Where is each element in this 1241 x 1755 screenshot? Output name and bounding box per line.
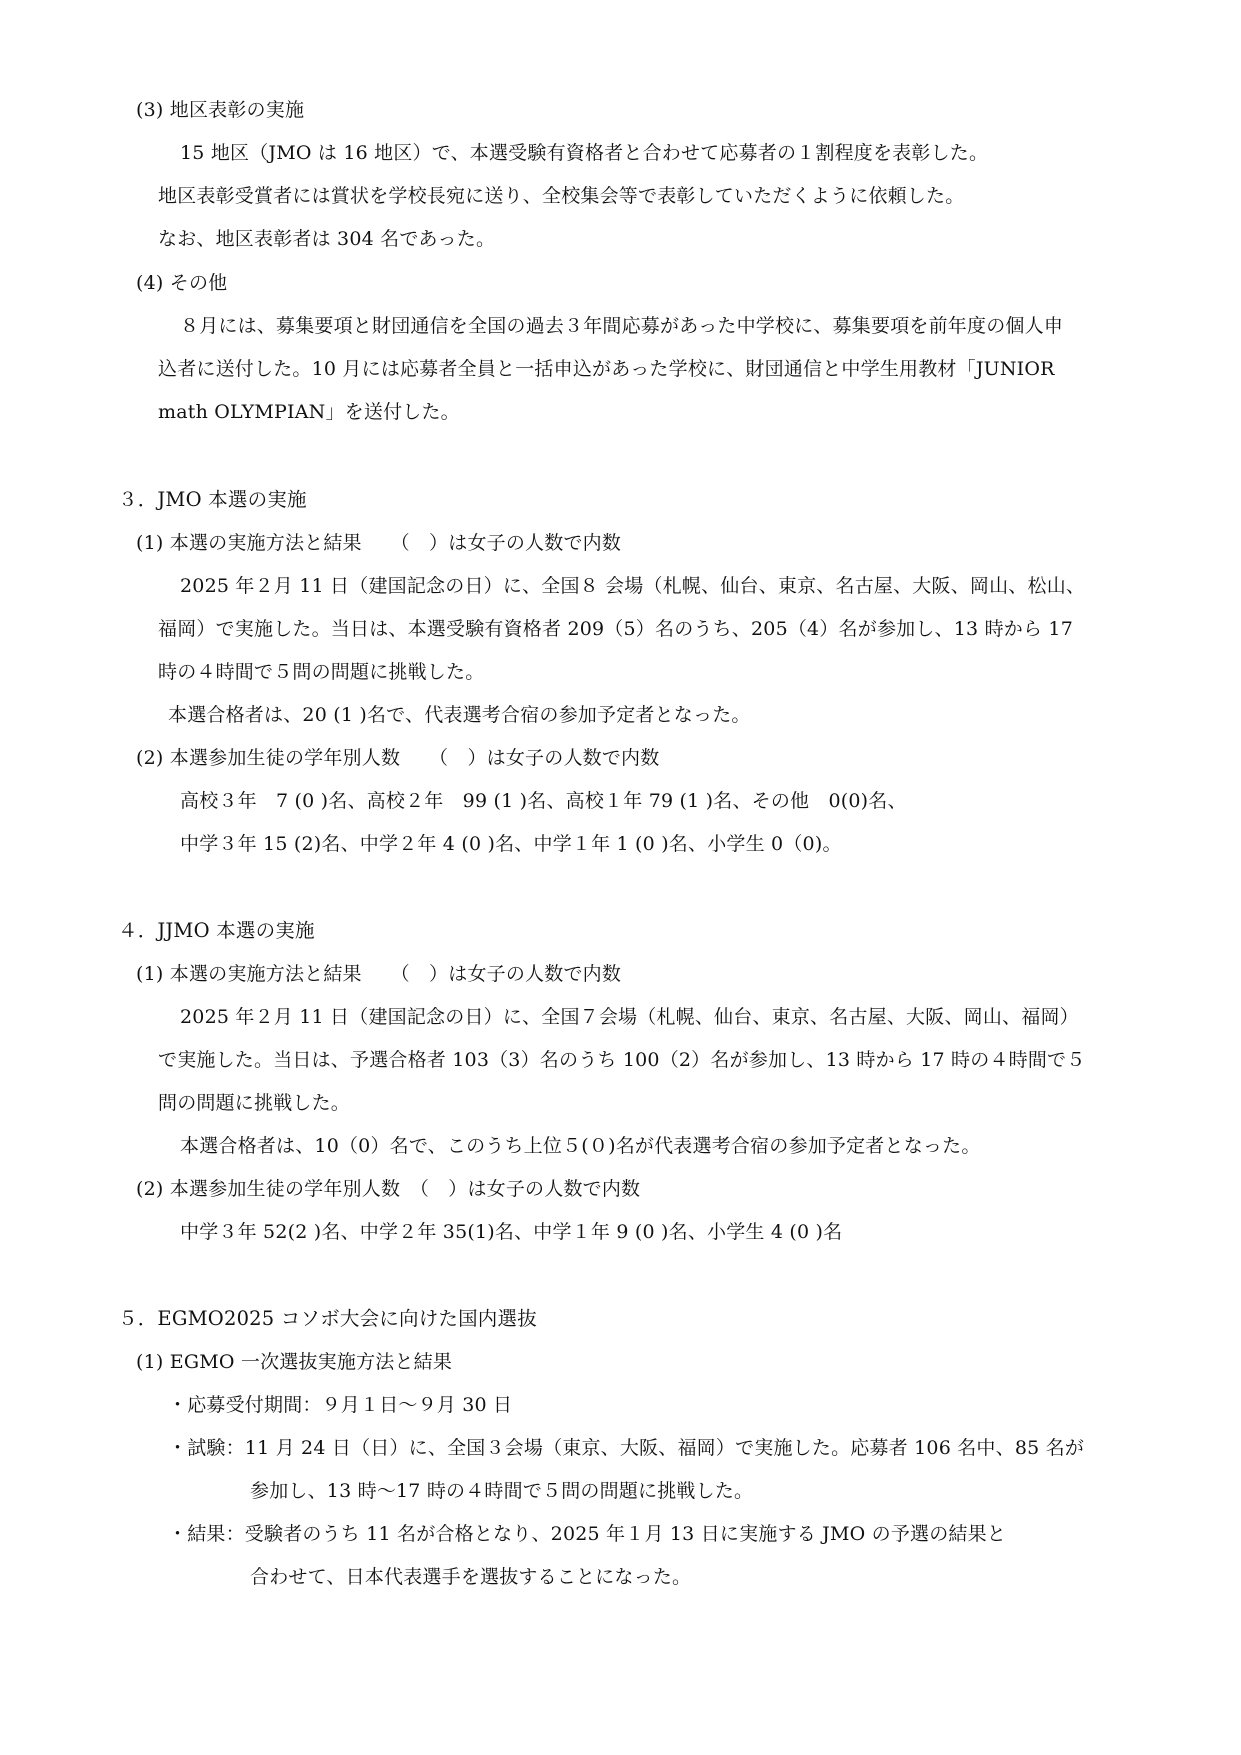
paragraph-line: 2025 年２月 11 日（建国記念の日）に、全国７会場（札幌、仙台、東京、名古屋、大阪、岡山、福岡） <box>180 1006 1079 1028</box>
section-heading-egmo-selection: ５．EGMO2025 コソボ大会に向けた国内選抜 <box>118 1307 537 1330</box>
paragraph-line: 問の問題に挑戦した。 <box>158 1092 351 1114</box>
grade-count-line: 中学３年 15 (2)名、中学２年 4 (0 )名、中学１年 1 (0 )名、小学生 0（0)。 <box>180 833 842 855</box>
subheading-jmo-grade-counts: (2) 本選参加生徒の学年別人数 （ ）は女子の人数で内数 <box>136 747 660 769</box>
paragraph-line: 込者に送付した。10 月には応募者全員と一括申込があった学校に、財団通信と中学生用教材「JUNIOR <box>158 358 1055 380</box>
paragraph-line: 時の４時間で５問の問題に挑戦した。 <box>158 661 485 683</box>
paragraph-line: ８月には、募集要項と財団通信を全国の過去３年間応募があった中学校に、募集要項を前年度の個人申 <box>180 315 1064 337</box>
paragraph-line: 本選合格者は、10（0）名で、このうち上位５(０)名が代表選考合宿の参加予定者となった。 <box>180 1135 981 1157</box>
paragraph-line: なお、地区表彰者は 304 名であった。 <box>158 228 496 250</box>
paragraph-line: 2025 年２月 11 日（建国記念の日）に、全国８ 会場（札幌、仙台、東京、名古屋、大阪、岡山、松山、 <box>180 575 1086 597</box>
bullet-exam: ・試験：11 月 24 日（日）に、全国３会場（東京、大阪、福岡）で実施した。応募者 106 名中、85 名が <box>168 1437 1085 1459</box>
bullet-result-continuation: 合わせて、日本代表選手を選抜することになった。 <box>250 1566 692 1588</box>
grade-count-line: 高校３年 7 (0 )名、高校２年 99 (1 )名、高校１年 79 (1 )名、その他 0(0)名、 <box>180 790 907 812</box>
paragraph-line: 本選合格者は、20 (1 )名で、代表選考合宿の参加予定者となった。 <box>168 704 751 726</box>
subheading-3-district-awards: (3) 地区表彰の実施 <box>136 99 305 121</box>
bullet-application-period: ・応募受付期間：９月１日〜９月 30 日 <box>168 1394 513 1416</box>
paragraph-line: 15 地区（JMO は 16 地区）で、本選受験有資格者と合わせて応募者の１割程度を表彰した。 <box>180 142 989 164</box>
grade-count-line: 中学３年 52(2 )名、中学２年 35(1)名、中学１年 9 (0 )名、小学生 4 (0 )名 <box>180 1221 843 1243</box>
section-heading-jjmo-final: ４．JJMO 本選の実施 <box>118 919 315 942</box>
subheading-jmo-method-results: (1) 本選の実施方法と結果 （ ）は女子の人数で内数 <box>136 532 622 554</box>
bullet-exam-continuation: 参加し、13 時〜17 時の４時間で５問の問題に挑戦した。 <box>250 1480 754 1502</box>
paragraph-line: 地区表彰受賞者には賞状を学校長宛に送り、全校集会等で表彰していただくように依頼した。 <box>158 185 965 207</box>
bullet-result: ・結果：受験者のうち 11 名が合格となり、2025 年１月 13 日に実施する JMO の予選の結果と <box>168 1523 1007 1545</box>
subheading-egmo-first-round: (1) EGMO 一次選抜実施方法と結果 <box>136 1351 453 1373</box>
paragraph-line: 福岡）で実施した。当日は、本選受験有資格者 209（5）名のうち、205（4）名が参加し、13 時から 17 <box>158 618 1073 640</box>
paragraph-line: で実施した。当日は、予選合格者 103（3）名のうち 100（2）名が参加し、13 時から 17 時の４時間で５ <box>158 1049 1086 1071</box>
subheading-4-other: (4) その他 <box>136 272 228 294</box>
subheading-jjmo-method-results: (1) 本選の実施方法と結果 （ ）は女子の人数で内数 <box>136 963 622 985</box>
section-heading-jmo-final: ３．JMO 本選の実施 <box>118 488 307 511</box>
subheading-jjmo-grade-counts: (2) 本選参加生徒の学年別人数 （ ）は女子の人数で内数 <box>136 1178 641 1200</box>
paragraph-line: math OLYMPIAN」を送付した。 <box>158 401 460 423</box>
